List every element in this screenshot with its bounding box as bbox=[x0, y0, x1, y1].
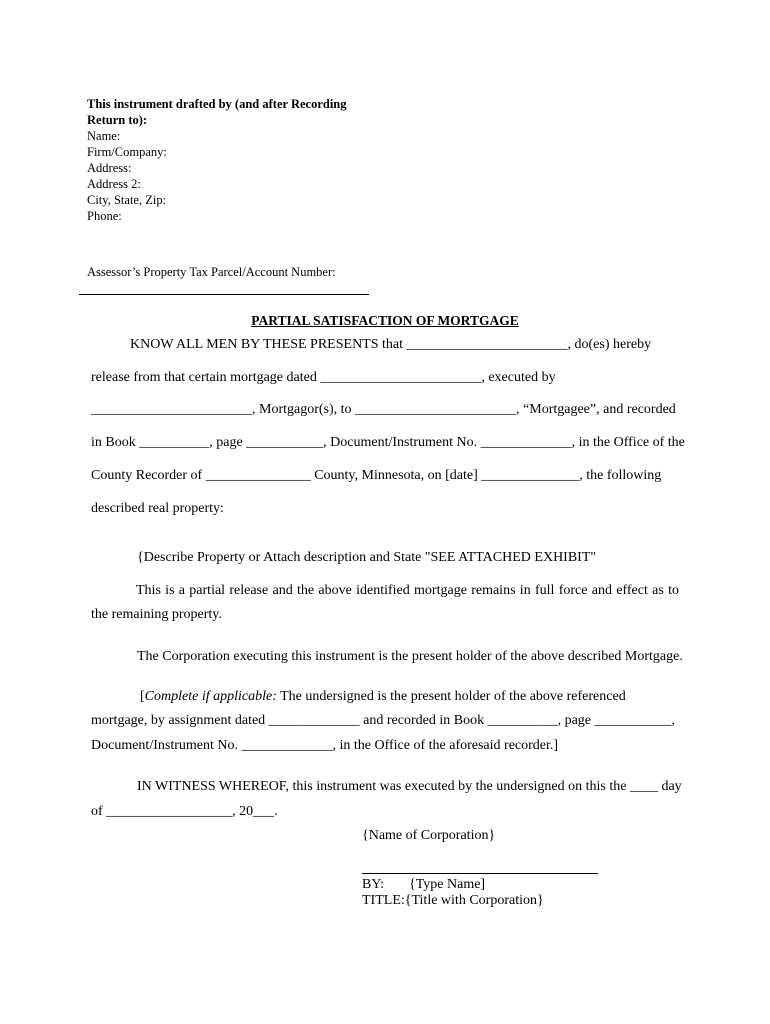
corporation-holder-paragraph: The Corporation executing this instrument is the present holder of the above described Mortgage. bbox=[137, 649, 683, 664]
signature-title-row bbox=[362, 893, 544, 909]
drafted-by-heading-line1: This instrument drafted by (and after Recording bbox=[87, 97, 347, 111]
body-line-2: release from that certain mortgage dated _______________________, executed by bbox=[91, 370, 556, 385]
witness-line-1: IN WITNESS WHEREOF, this instrument was executed by the undersigned on this the ____ day bbox=[137, 779, 682, 794]
witness-line-2: of __________________, 20___. bbox=[91, 804, 278, 819]
drafted-by-block bbox=[87, 96, 387, 224]
parcel-number-underline bbox=[79, 294, 369, 295]
drafted-by-heading-line2: Return to): bbox=[87, 113, 148, 127]
body-line-1: KNOW ALL MEN BY THESE PRESENTS that _______________________, do(es) hereby bbox=[130, 337, 652, 352]
partial-release-paragraph: This is a partial release and the above identified mortgage remains in full force and effect as to the remaining property. bbox=[91, 583, 679, 622]
by-name-placeholder: {Type Name] bbox=[409, 877, 486, 892]
field-city-state-zip-label: City, State, Zip: bbox=[87, 193, 167, 207]
complete-if-applicable-line1 bbox=[140, 689, 626, 705]
field-name-label: Name: bbox=[87, 129, 121, 143]
complete-open-bracket: [ bbox=[140, 689, 145, 704]
corporation-name-placeholder: {Name of Corporation} bbox=[362, 828, 496, 843]
document-title: PARTIAL SATISFACTION OF MORTGAGE bbox=[251, 313, 519, 328]
title-placeholder: {Title with Corporation} bbox=[404, 893, 544, 908]
body-line-3: _______________________, Mortgagor(s), to _______________________, “Mortgagee”, and recorded bbox=[91, 402, 676, 417]
body-line-4: in Book __________, page ___________, Document/Instrument No. _____________, in the Office of the bbox=[91, 435, 685, 450]
complete-if-applicable-text: The undersigned is the present holder of the above referenced bbox=[276, 689, 626, 704]
signature-by-row bbox=[362, 877, 485, 893]
describe-property-instruction: {Describe Property or Attach description and State "SEE ATTACHED EXHIBIT" bbox=[137, 550, 597, 565]
field-phone-label: Phone: bbox=[87, 209, 122, 223]
parcel-number-label: Assessor’s Property Tax Parcel/Account Number: bbox=[87, 265, 336, 279]
signature-line bbox=[362, 873, 598, 874]
title-label: TITLE: bbox=[362, 893, 405, 908]
complete-if-applicable-line3: Document/Instrument No. _____________, in the Office of the aforesaid recorder.] bbox=[91, 738, 559, 753]
by-label: BY: bbox=[362, 877, 385, 892]
complete-if-applicable-label: Complete if applicable: bbox=[144, 689, 277, 704]
field-address-label: Address: bbox=[87, 161, 132, 175]
body-line-5: County Recorder of _______________ County, Minnesota, on [date] ______________, the following bbox=[91, 468, 662, 483]
field-firm-label: Firm/Company: bbox=[87, 145, 167, 159]
complete-if-applicable-line2: mortgage, by assignment dated _____________ and recorded in Book __________, page ___________, bbox=[91, 713, 676, 728]
field-address2-label: Address 2: bbox=[87, 177, 141, 191]
body-line-6: described real property: bbox=[91, 501, 224, 516]
